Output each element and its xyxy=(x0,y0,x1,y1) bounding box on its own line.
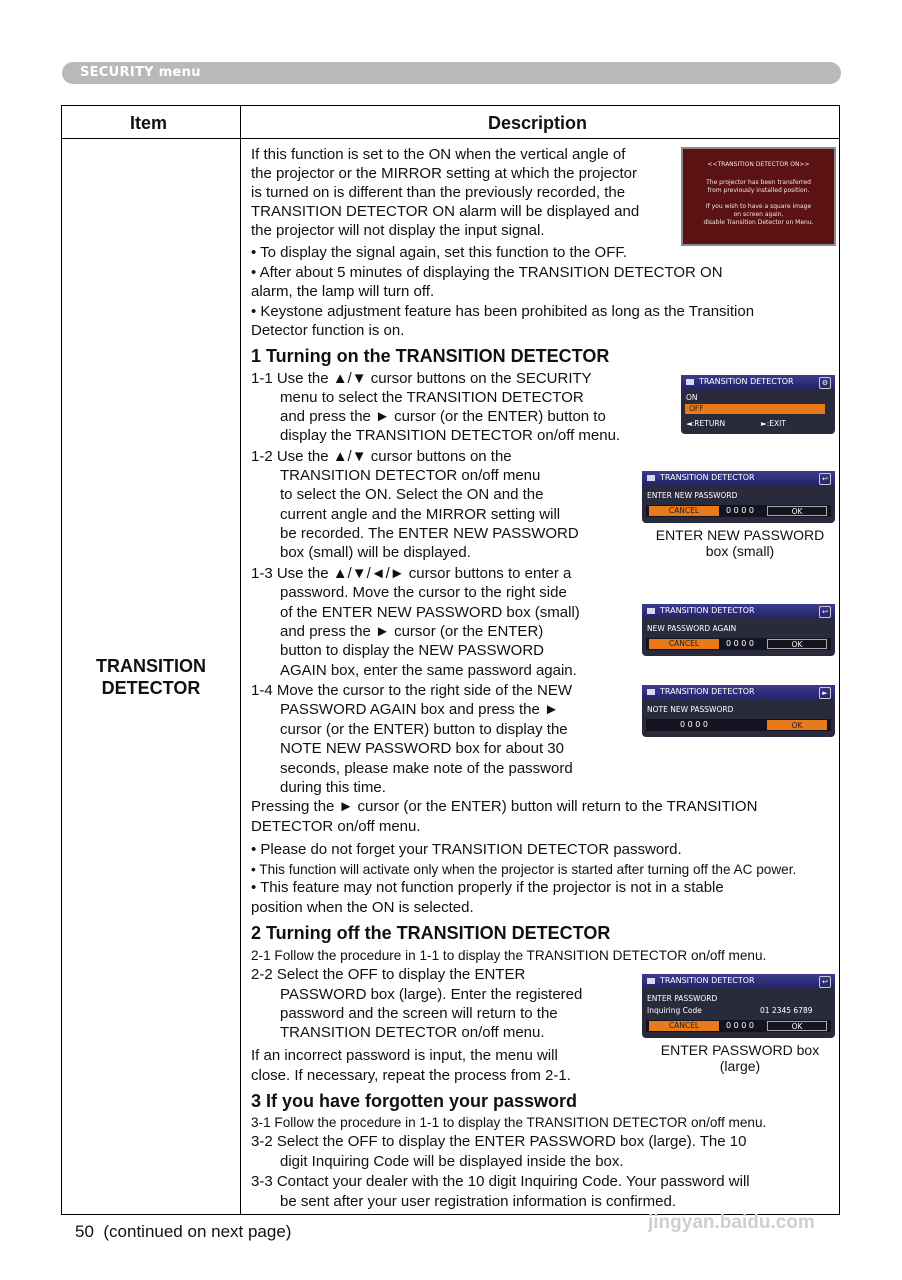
screen-title: TRANSITION DETECTOR xyxy=(642,604,835,618)
intro-line: alarm, the lamp will turn off. xyxy=(251,283,435,300)
transition-detector-alarm-screen xyxy=(681,147,836,246)
caption-line: box (small) xyxy=(705,543,775,559)
password-box-label: NEW PASSWORD AGAIN xyxy=(647,624,737,633)
alarm-line: The projector has been transferred xyxy=(706,179,811,186)
caption-line: ENTER PASSWORD box xyxy=(660,1042,820,1058)
password-digits[interactable]: 0 0 0 0 xyxy=(726,1021,754,1030)
header-divider xyxy=(61,138,840,139)
item-name-line: DETECTOR xyxy=(101,678,201,698)
step-line: DETECTOR on/off menu. xyxy=(251,818,421,835)
step-line: be recorded. The ENTER NEW PASSWORD xyxy=(280,525,579,542)
step-line: password and the screen will return to the xyxy=(280,1005,558,1022)
ok-button[interactable]: OK xyxy=(767,506,827,516)
menu-title: TRANSITION DETECTOR xyxy=(681,375,835,389)
step-line: 1-4 Move the cursor to the right side of the NEW xyxy=(251,682,572,699)
exit-icon: ↩ xyxy=(819,473,831,485)
settings-icon: ⚙ xyxy=(819,377,831,389)
step-line: menu to select the TRANSITION DETECTOR xyxy=(280,389,584,406)
password-box-label: ENTER PASSWORD xyxy=(647,994,718,1003)
step-line: NOTE NEW PASSWORD box for about 30 xyxy=(280,740,564,757)
section-title: SECURITY menu xyxy=(80,65,201,80)
on-off-menu-screen xyxy=(681,375,835,434)
step-line: to select the ON. Select the ON and the xyxy=(280,486,544,503)
intro-line: is turned on is different than the previously recorded, the xyxy=(251,184,626,201)
menu-exit-hint xyxy=(761,419,786,428)
step-line: be sent after your user registration information is confirmed. xyxy=(280,1193,677,1210)
watermark xyxy=(640,1140,840,1240)
cancel-button[interactable]: CANCEL xyxy=(649,1021,719,1031)
step-line: TRANSITION DETECTOR on/off menu. xyxy=(280,1024,545,1041)
inquiring-code-label: Inquiring Code xyxy=(647,1006,702,1015)
step-line: AGAIN box, enter the same password again. xyxy=(280,662,577,679)
step-line: 1-2 Use the ▲/▼ cursor buttons on the xyxy=(251,448,512,465)
exit-icon: ↩ xyxy=(819,606,831,618)
screen-title: TRANSITION DETECTOR xyxy=(642,685,835,699)
column-divider xyxy=(240,105,241,1215)
menu-return-hint xyxy=(686,419,725,428)
item-name-line: TRANSITION xyxy=(96,656,206,676)
item-name xyxy=(62,655,240,699)
step-line: PASSWORD AGAIN box and press the ► xyxy=(280,701,559,718)
enter-password-large-caption xyxy=(645,1042,835,1074)
step-line: display the TRANSITION DETECTOR on/off menu. xyxy=(280,427,621,444)
step-line: digit Inquiring Code will be displayed inside the box. xyxy=(280,1153,624,1170)
return-label: :RETURN xyxy=(691,419,726,428)
exit-label: :EXIT xyxy=(766,419,786,428)
alarm-line: If you wish to have a square image xyxy=(705,203,812,210)
right-icon: ► xyxy=(819,687,831,699)
note-line: • Please do not forget your TRANSITION DETECTOR password. xyxy=(251,841,682,858)
cancel-button[interactable]: CANCEL xyxy=(649,639,719,649)
intro-line: the projector will not display the input signal. xyxy=(251,222,545,239)
ok-button[interactable]: OK xyxy=(767,639,827,649)
section-header-bar xyxy=(62,62,841,84)
step-line: Pressing the ► cursor (or the ENTER) button will return to the TRANSITION xyxy=(251,798,758,815)
step-line: 1-1 Use the ▲/▼ cursor buttons on the SECURITY xyxy=(251,370,592,387)
intro-line: the projector or the MIRROR setting at which the projector xyxy=(251,165,638,182)
note-new-password-screen xyxy=(642,685,835,737)
exit-icon: ↩ xyxy=(819,976,831,988)
new-password-again-screen xyxy=(642,604,835,656)
password-row xyxy=(646,719,831,731)
alarm-line: disable Transition Detector on Menu. xyxy=(703,219,814,226)
step-line: of the ENTER NEW PASSWORD box (small) xyxy=(280,604,580,621)
inquiring-code-value: 01 2345 6789 xyxy=(760,1006,813,1015)
col-header-description: Description xyxy=(488,113,588,133)
right-icon: ► xyxy=(761,419,767,428)
step-line: box (small) will be displayed. xyxy=(280,544,471,561)
step-line: cursor (or the ENTER) button to display the xyxy=(280,721,568,738)
page-footer xyxy=(75,1222,291,1242)
step-line: TRANSITION DETECTOR on/off menu xyxy=(280,467,541,484)
step-line: 2-1 Follow the procedure in 1-1 to display the TRANSITION DETECTOR on/off menu. xyxy=(251,948,767,963)
step-line: If an incorrect password is input, the menu will xyxy=(251,1047,558,1064)
password-row xyxy=(646,505,831,517)
ok-button[interactable]: OK xyxy=(767,720,827,730)
step-line: seconds, please make note of the password xyxy=(280,760,573,777)
step-line: and press the ► cursor (or the ENTER) button to xyxy=(280,408,606,425)
intro-line: • Keystone adjustment feature has been prohibited as long as the Transition xyxy=(251,303,755,320)
step-line: 2-2 Select the OFF to display the ENTER xyxy=(251,966,526,983)
note-line: position when the ON is selected. xyxy=(251,899,474,916)
intro-line: • To display the signal again, set this function to the OFF. xyxy=(251,244,628,261)
step-line: 3-2 Select the OFF to display the ENTER PASSWORD box (large). The 10 xyxy=(251,1133,747,1150)
left-icon: ◄ xyxy=(686,419,692,428)
intro-line: Detector function is on. xyxy=(251,322,405,339)
step-line: during this time. xyxy=(280,779,386,796)
intro-line: If this function is set to the ON when the vertical angle of xyxy=(251,146,626,163)
password-digits[interactable]: 0 0 0 0 xyxy=(726,639,754,648)
note-line: • This feature may not function properly if the projector is not in a stable xyxy=(251,879,724,896)
alarm-line: <<TRANSITION DETECTOR ON>> xyxy=(707,161,810,168)
password-box-label: NOTE NEW PASSWORD xyxy=(647,705,734,714)
section-3-heading: 3 If you have forgotten your password xyxy=(251,1091,578,1111)
caption-line: (large) xyxy=(719,1058,761,1074)
step-line: PASSWORD box (large). Enter the registered xyxy=(280,986,583,1003)
watermark-text: jingyan.baidu.com xyxy=(648,1212,815,1233)
menu-on-option[interactable]: ON xyxy=(686,393,698,402)
note-line: • This function will activate only when the projector is started after turning off the AC power. xyxy=(251,862,797,877)
cancel-button[interactable]: CANCEL xyxy=(649,506,719,516)
enter-password-large-screen xyxy=(642,974,835,1038)
step-line: button to display the NEW PASSWORD xyxy=(280,642,544,659)
password-box-label: ENTER NEW PASSWORD xyxy=(647,491,738,500)
enter-new-password-screen xyxy=(642,471,835,523)
step-line: close. If necessary, repeat the process from 2-1. xyxy=(251,1067,571,1084)
caption-line: ENTER NEW PASSWORD xyxy=(655,527,825,543)
step-line: current angle and the MIRROR setting will xyxy=(280,506,561,523)
password-digits: 0 0 0 0 xyxy=(680,720,708,729)
password-row xyxy=(646,638,831,650)
step-line: 3-3 Contact your dealer with the 10 digit Inquiring Code. Your password will xyxy=(251,1173,750,1190)
enter-new-password-caption xyxy=(645,527,835,559)
step-line: password. Move the cursor to the right side xyxy=(280,584,567,601)
step-line: 3-1 Follow the procedure in 1-1 to display the TRANSITION DETECTOR on/off menu. xyxy=(251,1115,767,1130)
intro-line: TRANSITION DETECTOR ON alarm will be displayed and xyxy=(251,203,640,220)
password-digits[interactable]: 0 0 0 0 xyxy=(726,506,754,515)
screen-title: TRANSITION DETECTOR xyxy=(642,471,835,485)
password-row xyxy=(646,1020,831,1032)
step-line: 1-3 Use the ▲/▼/◄/► cursor buttons to enter a xyxy=(251,565,572,582)
menu-off-option[interactable]: OFF xyxy=(685,404,825,414)
ok-button[interactable]: OK xyxy=(767,1021,827,1031)
continued-note: (continued on next page) xyxy=(103,1222,292,1241)
screen-title: TRANSITION DETECTOR xyxy=(642,974,835,988)
page-number: 50 xyxy=(75,1222,94,1241)
section-1-heading: 1 Turning on the TRANSITION DETECTOR xyxy=(251,346,610,366)
col-header-item: Item xyxy=(130,113,168,133)
section-2-heading: 2 Turning off the TRANSITION DETECTOR xyxy=(251,923,611,943)
alarm-line: from previously installed position. xyxy=(707,187,810,194)
alarm-line: on screen again, xyxy=(733,211,784,218)
intro-line: • After about 5 minutes of displaying the TRANSITION DETECTOR ON xyxy=(251,264,723,281)
step-line: and press the ► cursor (or the ENTER) xyxy=(280,623,544,640)
